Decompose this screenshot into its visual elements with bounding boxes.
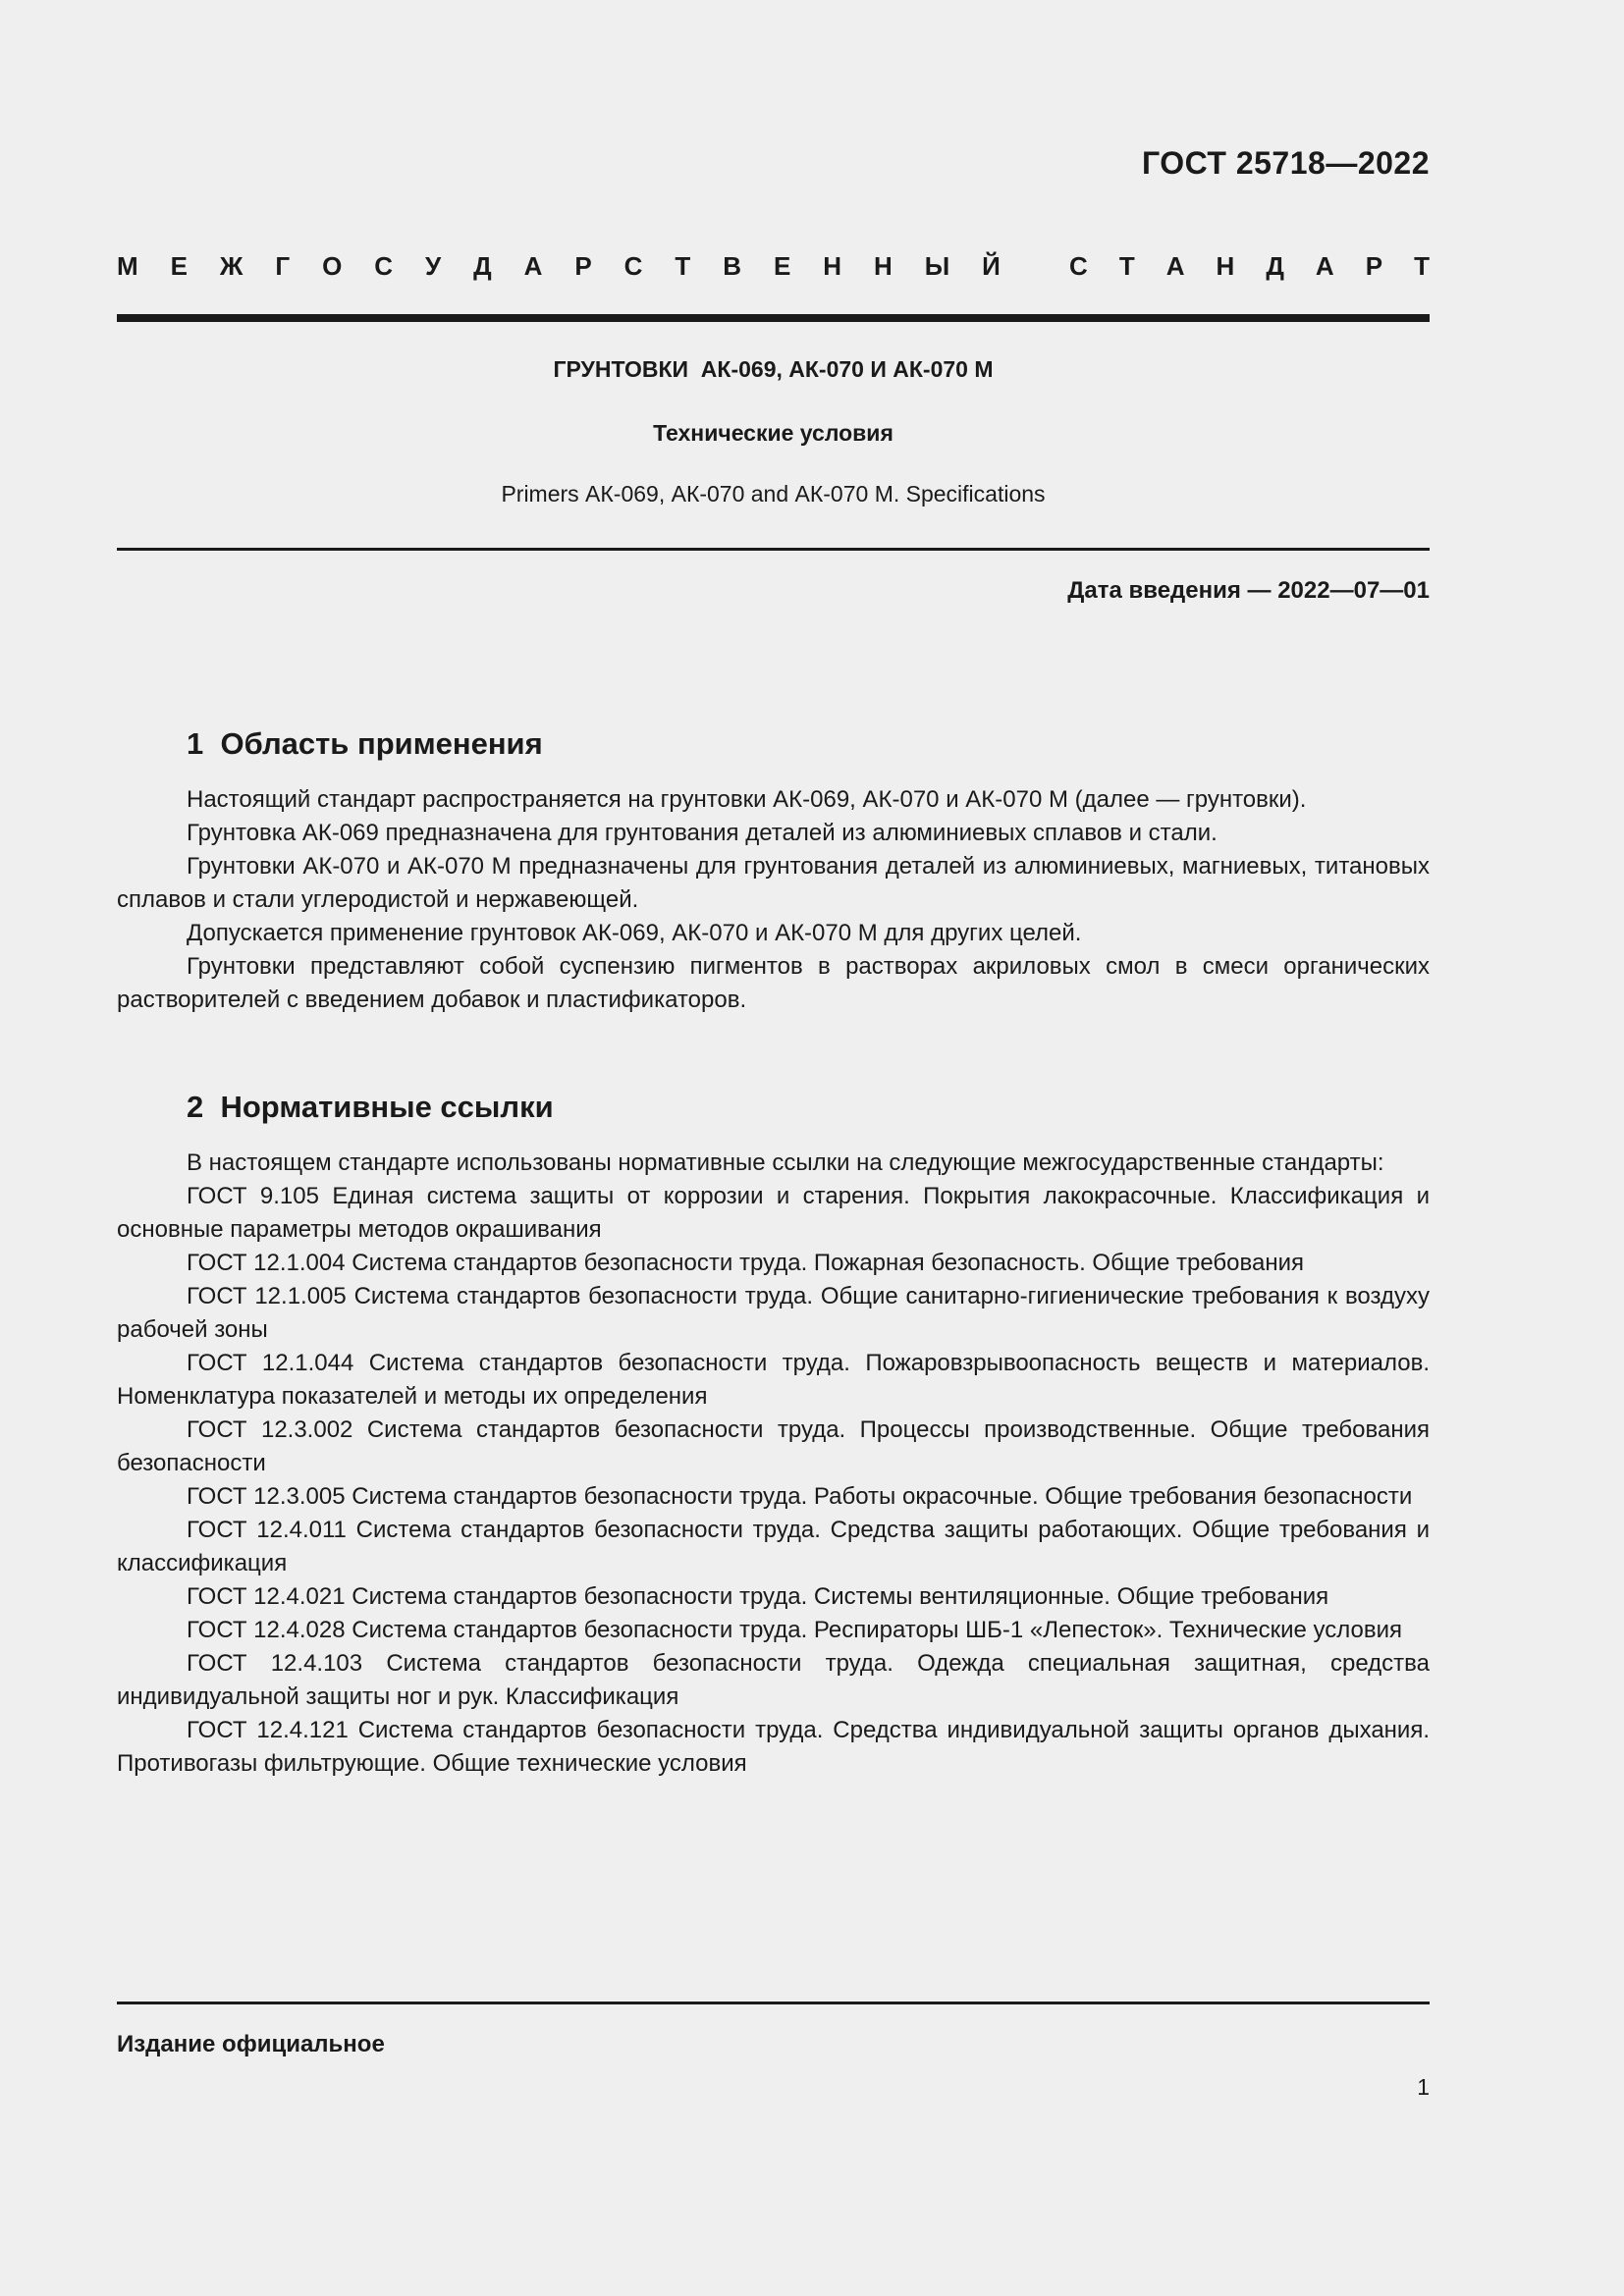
letter: Н (874, 251, 893, 281)
letter: Н (823, 251, 842, 281)
letter: Е (170, 251, 188, 281)
reference-item: ГОСТ 12.1.005 Система стандартов безопасности труда. Общие санитарно-гигиенические требования к воздуху рабочей зоны (117, 1283, 1430, 1343)
reference-item: ГОСТ 9.105 Единая система защиты от коррозии и старения. Покрытия лакокрасочные. Классификация и основные параметры методов окрашивания (117, 1183, 1430, 1243)
letter: А (1165, 251, 1185, 281)
footer-divider (117, 2002, 1430, 2004)
official-edition-label: Издание официальное (117, 2031, 385, 2057)
letter: С (374, 251, 394, 281)
gost-number: ГОСТ 25718—2022 (1141, 145, 1430, 181)
letter: Р (1365, 251, 1383, 281)
letter: Ы (924, 251, 950, 281)
document-page (117, 0, 1430, 2296)
reference-item: ГОСТ 12.3.005 Система стандартов безопасности труда. Работы окрасочные. Общие требования безопасности (187, 1483, 1413, 1510)
header-divider (117, 314, 1430, 322)
letter: У (425, 251, 442, 281)
letter: С (1069, 251, 1088, 281)
letter: Г (275, 251, 291, 281)
section-body-scope (117, 783, 1430, 1017)
paragraph: Настоящий стандарт распространяется на грунтовки АК-069, АК-070 и АК-070 М (далее — грунтовки). (187, 786, 1307, 813)
paragraph: Грунтовки представляют собой суспензию пигментов в растворах акриловых смол в смеси органических растворителей с введением добавок и пластификаторов. (117, 953, 1430, 1013)
section-body-normative-references (117, 1147, 1430, 1781)
paragraph: Грунтовки АК-070 и АК-070 М предназначены для грунтования деталей из алюминиевых, магниевых, титановых сплавов и стали углеродистой и нержавеющей. (117, 853, 1430, 913)
letter: Ж (219, 251, 244, 281)
letter: А (523, 251, 543, 281)
letter: А (1315, 251, 1334, 281)
page-number: 1 (1417, 2074, 1430, 2100)
section-heading-scope: 1 Область применения (187, 726, 543, 761)
reference-item: ГОСТ 12.4.103 Система стандартов безопасности труда. Одежда специальная защитная, средства индивидуальной защиты ног и рук. Классификация (117, 1650, 1430, 1710)
paragraph: Грунтовка АК-069 предназначена для грунтования деталей из алюминиевых сплавов и стали. (187, 820, 1218, 846)
reference-item: ГОСТ 12.3.002 Система стандартов безопасности труда. Процессы производственные. Общие требования безопасности (117, 1416, 1430, 1476)
reference-item: ГОСТ 12.1.004 Система стандартов безопасности труда. Пожарная безопасность. Общие требования (187, 1250, 1305, 1276)
letter: С (623, 251, 643, 281)
paragraph: В настоящем стандарте использованы нормативные ссылки на следующие межгосударственные стандарты: (187, 1149, 1384, 1176)
title-divider (117, 548, 1430, 551)
paragraph: Допускается применение грунтовок АК-069, АК-070 и АК-070 М для других целей. (187, 920, 1082, 946)
section-heading-normative-references: 2 Нормативные ссылки (187, 1090, 554, 1124)
document-title: ГРУНТОВКИ АК-069, АК-070 И АК-070 М (553, 356, 994, 382)
letter: Д (473, 251, 492, 281)
letter: Й (982, 251, 1001, 281)
letter: Т (1414, 251, 1430, 281)
letter: Н (1216, 251, 1235, 281)
letter: О (322, 251, 343, 281)
letter: Т (1118, 251, 1135, 281)
reference-item: ГОСТ 12.1.044 Система стандартов безопасности труда. Пожаровзрывоопасность веществ и материалов. Номенклатура показателей и методы их определения (117, 1350, 1430, 1410)
letter: Е (773, 251, 791, 281)
introduction-date: Дата введения — 2022—07—01 (1067, 577, 1430, 604)
document-subtitle: Технические условия (653, 420, 893, 446)
letter: В (723, 251, 742, 281)
reference-item: ГОСТ 12.4.021 Система стандартов безопасности труда. Системы вентиляционные. Общие требования (187, 1583, 1329, 1610)
letter: Р (574, 251, 592, 281)
letter: Д (1266, 251, 1284, 281)
document-title-english: Primers АК-069, АК-070 and АК-070 M. Specifications (501, 481, 1046, 507)
standard-type-word-interstate (117, 251, 1001, 282)
reference-item: ГОСТ 12.4.011 Система стандартов безопасности труда. Средства защиты работающих. Общие требования и классификация (117, 1517, 1430, 1576)
reference-item: ГОСТ 12.4.121 Система стандартов безопасности труда. Средства индивидуальной защиты органов дыхания. Противогазы фильтрующие. Общие технические условия (117, 1717, 1430, 1777)
letter: М (117, 251, 138, 281)
letter: Т (675, 251, 691, 281)
reference-item: ГОСТ 12.4.028 Система стандартов безопасности труда. Респираторы ШБ-1 «Лепесток». Технические условия (187, 1617, 1403, 1643)
standard-type-heading (117, 251, 1430, 282)
standard-type-word-standard (1069, 251, 1430, 282)
